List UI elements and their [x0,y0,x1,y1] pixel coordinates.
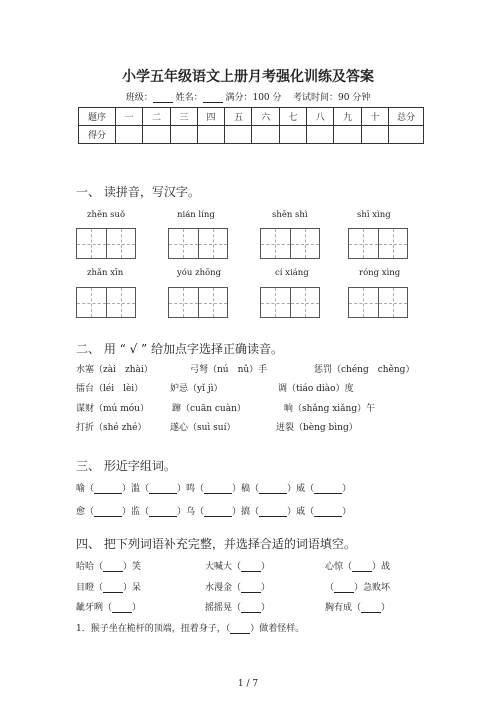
answer-blank[interactable] [314,484,342,494]
header-cell: 四 [197,108,224,126]
student-info [0,90,496,103]
writing-grid[interactable] [348,287,408,318]
section-3-title: 三、 形近字组词。 [76,459,176,473]
score-cell[interactable] [143,126,170,144]
page-number: 1 / 7 [237,679,259,689]
section-4-title: 四、 把下列词语补充完整，并选择合适的词语填空。 [76,537,356,551]
section-1-title: 一、 读拼音，写汉字。 [76,185,200,199]
similar-char-row-2: 愈（ ）监（ ）乌（ ）搞（ ）戚（ ） [76,507,352,517]
fill-in-question: 1．猴子坐在桅杆的顶端，扭着身子，（ ）做着怪样。 [76,624,305,634]
pronunciation-item[interactable]: 擂台（léi lèi） [76,384,144,394]
answer-blank[interactable] [259,507,287,517]
header-cell: 七 [279,108,306,126]
idiom-item: 摇摇晃（ ） [205,603,271,613]
writing-grid[interactable] [168,287,228,318]
pinyin-label: shī xìng [357,210,391,220]
pinyin-label: yóu zhōng [177,268,222,278]
writing-grid[interactable] [260,228,320,259]
answer-blank[interactable] [94,484,122,494]
idiom-item: 大喊大（ ） [205,562,271,572]
score-row-label: 得分 [79,126,116,144]
writing-grid[interactable] [168,228,228,259]
score-cell[interactable] [225,126,252,144]
header-cell: 三 [170,108,197,126]
pinyin-label: cí xiáng [275,268,309,278]
answer-blank[interactable] [334,583,354,593]
answer-blank[interactable] [204,507,232,517]
header-cell: 总分 [389,108,424,126]
idiom-item: 哈哈（ ）笑 [76,562,142,572]
score-cell[interactable] [116,126,143,144]
name-blank [203,93,223,103]
pronunciation-item[interactable]: 妒忌（yǐ jì） [170,384,223,394]
class-label: 班级： [125,93,153,103]
idiom-item: 龇牙咧（ ） [76,603,142,613]
similar-char-row-1: 喻（ ）滥（ ）鸣（ ）稿（ ）威（ ） [76,484,352,494]
header-cell: 九 [334,108,361,126]
writing-grid[interactable] [76,228,136,259]
pronunciation-item[interactable]: 惩罚（chéng chěng） [314,365,415,375]
score-cell[interactable] [307,126,334,144]
page-title: 小学五年级语文上册月考强化训练及答案 [122,69,374,85]
idiom-item: 胸有成（ ） [325,603,391,613]
idiom-item: 目瞪（ ）呆 [76,583,142,593]
pronunciation-item[interactable]: 弓弩（nú nǔ）手 [190,365,268,375]
score-cell[interactable] [361,126,388,144]
pronunciation-item[interactable]: 调（tiáo diào）度 [278,384,354,394]
answer-blank[interactable] [94,507,122,517]
exam-time: 考试时间：90 分钟 [292,93,371,103]
class-blank [153,93,173,103]
answer-blank[interactable] [230,624,250,634]
idiom-item: （ ）急败坏 [325,583,391,593]
answer-blank[interactable] [149,484,177,494]
score-table-row [79,126,424,144]
answer-blank[interactable] [204,484,232,494]
answer-blank[interactable] [241,583,261,593]
writing-grid[interactable] [260,287,320,318]
idiom-item: 水漫金（ ） [205,583,271,593]
idiom-item: 心惊（ ）战 [325,562,391,572]
score-table-header [79,108,424,126]
score-cell[interactable] [252,126,279,144]
writing-grid[interactable] [348,228,408,259]
answer-blank[interactable] [103,583,123,593]
section-2-title: 二、 用 “ √ ” 给加点字选择正确读音。 [76,342,283,356]
pronunciation-item[interactable]: 遂心（suì suí） [170,423,236,433]
answer-blank[interactable] [112,603,132,613]
score-cell[interactable] [389,126,424,144]
score-cell[interactable] [279,126,306,144]
answer-blank[interactable] [149,507,177,517]
pronunciation-item[interactable]: 晌（shǎng xiǎng）午 [284,404,376,414]
header-cell: 六 [252,108,279,126]
score-cell[interactable] [170,126,197,144]
answer-blank[interactable] [241,562,261,572]
pronunciation-item[interactable]: 蹿（cuān cuàn） [172,404,246,414]
pinyin-label: zhǎn xīn [87,268,124,278]
pinyin-label: róng xìng [359,268,401,278]
answer-blank[interactable] [259,484,287,494]
score-table [78,107,424,144]
header-cell: 十 [361,108,388,126]
pinyin-label: nián líng [177,210,215,220]
header-cell: 题序 [79,108,116,126]
name-label: 姓名： [175,93,203,103]
pinyin-label: shēn shì [272,210,308,220]
writing-grid[interactable] [76,287,136,318]
pronunciation-item[interactable]: 打折（shé zhé） [76,423,147,433]
full-score: 满分：100 分 [225,93,282,103]
pronunciation-item[interactable]: 迸裂（bèng bìng） [276,423,358,433]
header-cell: 五 [225,108,252,126]
answer-blank[interactable] [314,507,342,517]
pronunciation-item[interactable]: 水塞（zài zhài） [76,365,153,375]
pinyin-label: zhēn suǒ [87,210,126,220]
pronunciation-item[interactable]: 谋财（mú móu） [76,404,149,414]
score-cell[interactable] [334,126,361,144]
header-cell: 二 [143,108,170,126]
score-cell[interactable] [197,126,224,144]
answer-blank[interactable] [103,562,123,572]
answer-blank[interactable] [361,603,381,613]
header-cell: 八 [307,108,334,126]
header-cell: 一 [116,108,143,126]
answer-blank[interactable] [241,603,261,613]
answer-blank[interactable] [352,562,372,572]
